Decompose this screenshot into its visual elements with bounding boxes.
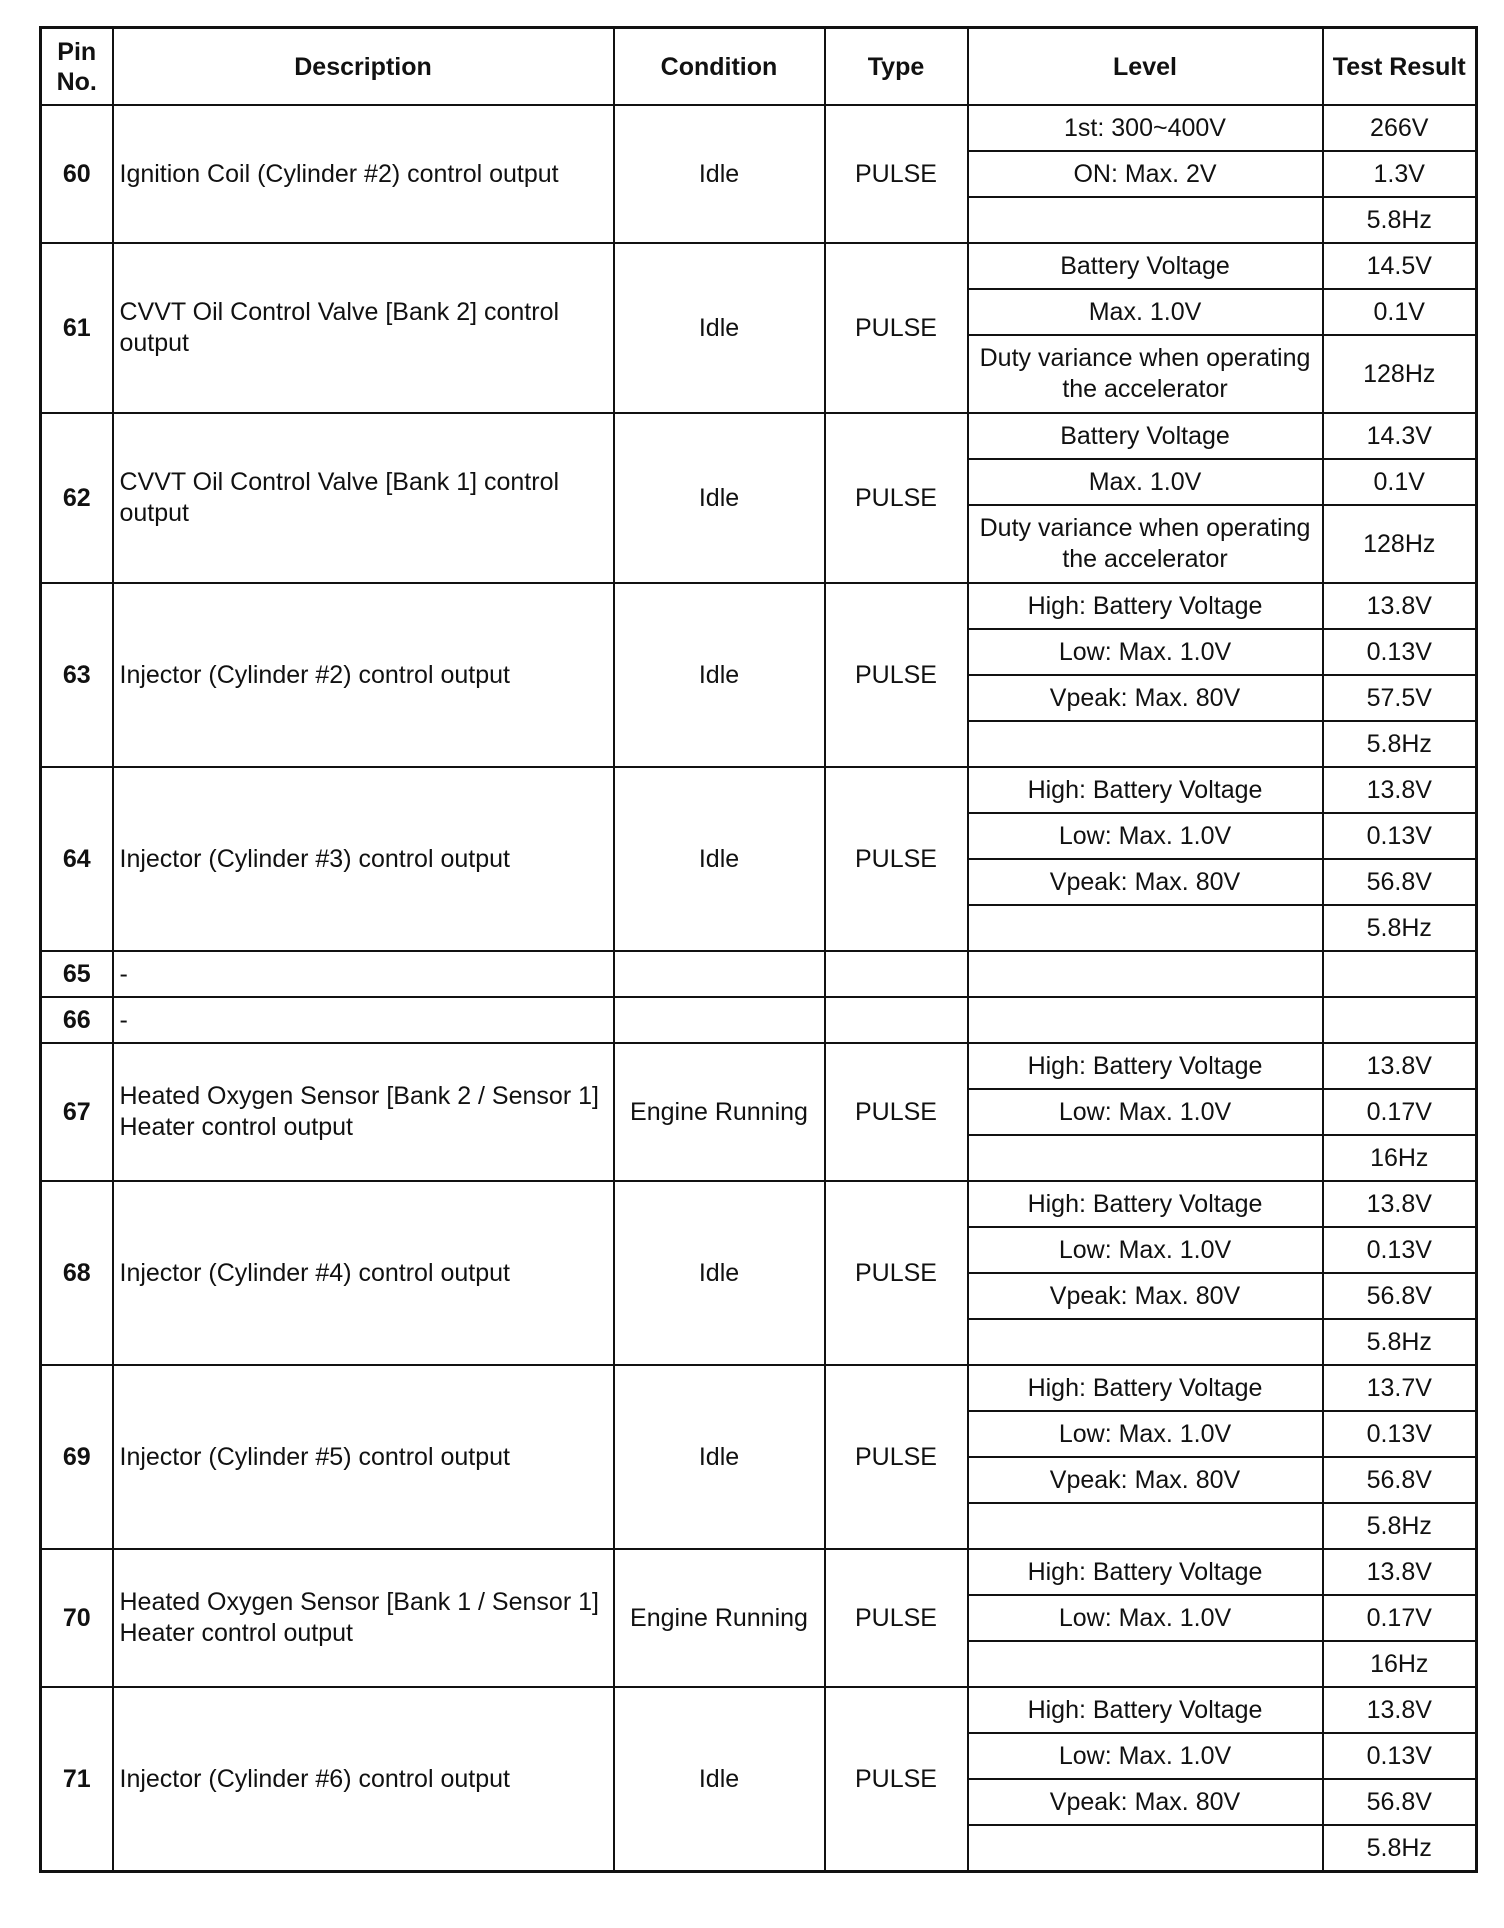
level-cell: 1st: 300~400V (968, 105, 1323, 151)
level-cell: Vpeak: Max. 80V (968, 1779, 1323, 1825)
header-level: Level (968, 28, 1323, 106)
condition-cell: Engine Running (614, 1549, 825, 1687)
pin-spec-table (39, 26, 1478, 1873)
pin-cell: 64 (41, 767, 113, 951)
description-cell: Heated Oxygen Sensor [Bank 2 / Sensor 1] Heater control output (113, 1043, 614, 1181)
test-result-cell: 57.5V (1323, 675, 1477, 721)
level-cell: Low: Max. 1.0V (968, 1227, 1323, 1273)
pin-cell: 60 (41, 105, 113, 243)
type-cell (825, 997, 968, 1043)
test-result-cell: 14.5V (1323, 243, 1477, 289)
condition-cell: Idle (614, 1365, 825, 1549)
document-page (39, 26, 1475, 1873)
level-cell: Low: Max. 1.0V (968, 1595, 1323, 1641)
test-result-cell: 5.8Hz (1323, 1825, 1477, 1872)
condition-cell: Idle (614, 583, 825, 767)
test-result-cell: 13.8V (1323, 1687, 1477, 1733)
condition-cell: Engine Running (614, 1043, 825, 1181)
table-row (41, 1181, 1477, 1227)
test-result-cell: 266V (1323, 105, 1477, 151)
pin-cell: 62 (41, 413, 113, 583)
condition-cell: Idle (614, 1181, 825, 1365)
pin-cell: 61 (41, 243, 113, 413)
pin-cell: 66 (41, 997, 113, 1043)
header-condition: Condition (614, 28, 825, 106)
level-cell: Duty variance when operating the accelerator (968, 505, 1323, 583)
pin-cell: 65 (41, 951, 113, 997)
level-cell: High: Battery Voltage (968, 1043, 1323, 1089)
test-result-cell: 0.1V (1323, 289, 1477, 335)
type-cell: PULSE (825, 583, 968, 767)
pin-cell: 68 (41, 1181, 113, 1365)
description-cell: Injector (Cylinder #4) control output (113, 1181, 614, 1365)
test-result-cell: 1.3V (1323, 151, 1477, 197)
table-row (41, 583, 1477, 629)
test-result-cell: 56.8V (1323, 1779, 1477, 1825)
level-cell (968, 951, 1323, 997)
level-cell: Max. 1.0V (968, 459, 1323, 505)
table-row (41, 951, 1477, 997)
level-cell (968, 197, 1323, 243)
test-result-cell: 5.8Hz (1323, 721, 1477, 767)
level-cell: Low: Max. 1.0V (968, 1411, 1323, 1457)
test-result-cell: 0.13V (1323, 629, 1477, 675)
table-row (41, 767, 1477, 813)
test-result-cell: 14.3V (1323, 413, 1477, 459)
level-cell (968, 1641, 1323, 1687)
test-result-cell: 13.8V (1323, 1043, 1477, 1089)
description-cell: - (113, 997, 614, 1043)
condition-cell: Idle (614, 105, 825, 243)
test-result-cell: 0.13V (1323, 1411, 1477, 1457)
type-cell: PULSE (825, 413, 968, 583)
test-result-cell: 0.17V (1323, 1595, 1477, 1641)
test-result-cell: 0.13V (1323, 813, 1477, 859)
test-result-cell: 128Hz (1323, 505, 1477, 583)
description-cell: Ignition Coil (Cylinder #2) control output (113, 105, 614, 243)
test-result-cell: 56.8V (1323, 859, 1477, 905)
level-cell (968, 905, 1323, 951)
description-cell: CVVT Oil Control Valve [Bank 2] control output (113, 243, 614, 413)
level-cell: Vpeak: Max. 80V (968, 859, 1323, 905)
level-cell: Vpeak: Max. 80V (968, 1273, 1323, 1319)
level-cell: High: Battery Voltage (968, 1687, 1323, 1733)
pin-cell: 69 (41, 1365, 113, 1549)
level-cell: Vpeak: Max. 80V (968, 675, 1323, 721)
pin-cell: 70 (41, 1549, 113, 1687)
description-cell: - (113, 951, 614, 997)
type-cell: PULSE (825, 105, 968, 243)
type-cell: PULSE (825, 243, 968, 413)
level-cell: High: Battery Voltage (968, 1549, 1323, 1595)
level-cell: ON: Max. 2V (968, 151, 1323, 197)
test-result-cell: 0.13V (1323, 1227, 1477, 1273)
level-cell: High: Battery Voltage (968, 583, 1323, 629)
condition-cell: Idle (614, 1687, 825, 1872)
level-cell: Low: Max. 1.0V (968, 629, 1323, 675)
level-cell: High: Battery Voltage (968, 1365, 1323, 1411)
header-test-result: Test Result (1323, 28, 1477, 106)
test-result-cell: 5.8Hz (1323, 1503, 1477, 1549)
type-cell: PULSE (825, 1687, 968, 1872)
test-result-cell: 56.8V (1323, 1457, 1477, 1503)
test-result-cell: 13.8V (1323, 1181, 1477, 1227)
type-cell: PULSE (825, 1043, 968, 1181)
test-result-cell: 5.8Hz (1323, 1319, 1477, 1365)
pin-cell: 71 (41, 1687, 113, 1872)
level-cell (968, 721, 1323, 767)
condition-cell: Idle (614, 767, 825, 951)
description-cell: Injector (Cylinder #2) control output (113, 583, 614, 767)
table-row (41, 1043, 1477, 1089)
condition-cell (614, 951, 825, 997)
table-row (41, 1365, 1477, 1411)
level-cell: Low: Max. 1.0V (968, 813, 1323, 859)
pin-cell: 63 (41, 583, 113, 767)
level-cell (968, 1825, 1323, 1872)
level-cell: High: Battery Voltage (968, 1181, 1323, 1227)
test-result-cell: 0.17V (1323, 1089, 1477, 1135)
type-cell: PULSE (825, 767, 968, 951)
test-result-cell: 56.8V (1323, 1273, 1477, 1319)
test-result-cell: 0.1V (1323, 459, 1477, 505)
level-cell (968, 1135, 1323, 1181)
test-result-cell: 5.8Hz (1323, 197, 1477, 243)
test-result-cell (1323, 951, 1477, 997)
condition-cell: Idle (614, 413, 825, 583)
condition-cell: Idle (614, 243, 825, 413)
test-result-cell: 16Hz (1323, 1135, 1477, 1181)
test-result-cell (1323, 997, 1477, 1043)
type-cell: PULSE (825, 1365, 968, 1549)
type-cell: PULSE (825, 1549, 968, 1687)
table-row (41, 413, 1477, 459)
description-cell: Injector (Cylinder #3) control output (113, 767, 614, 951)
level-cell (968, 997, 1323, 1043)
level-cell: Max. 1.0V (968, 289, 1323, 335)
level-cell: Vpeak: Max. 80V (968, 1457, 1323, 1503)
table-row (41, 1549, 1477, 1595)
level-cell: Low: Max. 1.0V (968, 1733, 1323, 1779)
test-result-cell: 13.8V (1323, 583, 1477, 629)
level-cell: Low: Max. 1.0V (968, 1089, 1323, 1135)
test-result-cell: 0.13V (1323, 1733, 1477, 1779)
level-cell: High: Battery Voltage (968, 767, 1323, 813)
test-result-cell: 5.8Hz (1323, 905, 1477, 951)
header-type: Type (825, 28, 968, 106)
pin-cell: 67 (41, 1043, 113, 1181)
level-cell (968, 1503, 1323, 1549)
description-cell: Injector (Cylinder #6) control output (113, 1687, 614, 1872)
table-row (41, 1687, 1477, 1733)
description-cell: Heated Oxygen Sensor [Bank 1 / Sensor 1] Heater control output (113, 1549, 614, 1687)
table-row (41, 105, 1477, 151)
header-pin: Pin No. (41, 28, 113, 106)
description-cell: Injector (Cylinder #5) control output (113, 1365, 614, 1549)
table-row (41, 997, 1477, 1043)
test-result-cell: 13.8V (1323, 1549, 1477, 1595)
test-result-cell: 128Hz (1323, 335, 1477, 413)
level-cell (968, 1319, 1323, 1365)
condition-cell (614, 997, 825, 1043)
test-result-cell: 13.8V (1323, 767, 1477, 813)
level-cell: Battery Voltage (968, 413, 1323, 459)
type-cell: PULSE (825, 1181, 968, 1365)
type-cell (825, 951, 968, 997)
table-body (41, 105, 1477, 1872)
description-cell: CVVT Oil Control Valve [Bank 1] control output (113, 413, 614, 583)
level-cell: Battery Voltage (968, 243, 1323, 289)
test-result-cell: 16Hz (1323, 1641, 1477, 1687)
table-header-row (41, 28, 1477, 106)
level-cell: Duty variance when operating the accelerator (968, 335, 1323, 413)
table-row (41, 243, 1477, 289)
header-description: Description (113, 28, 614, 106)
test-result-cell: 13.7V (1323, 1365, 1477, 1411)
